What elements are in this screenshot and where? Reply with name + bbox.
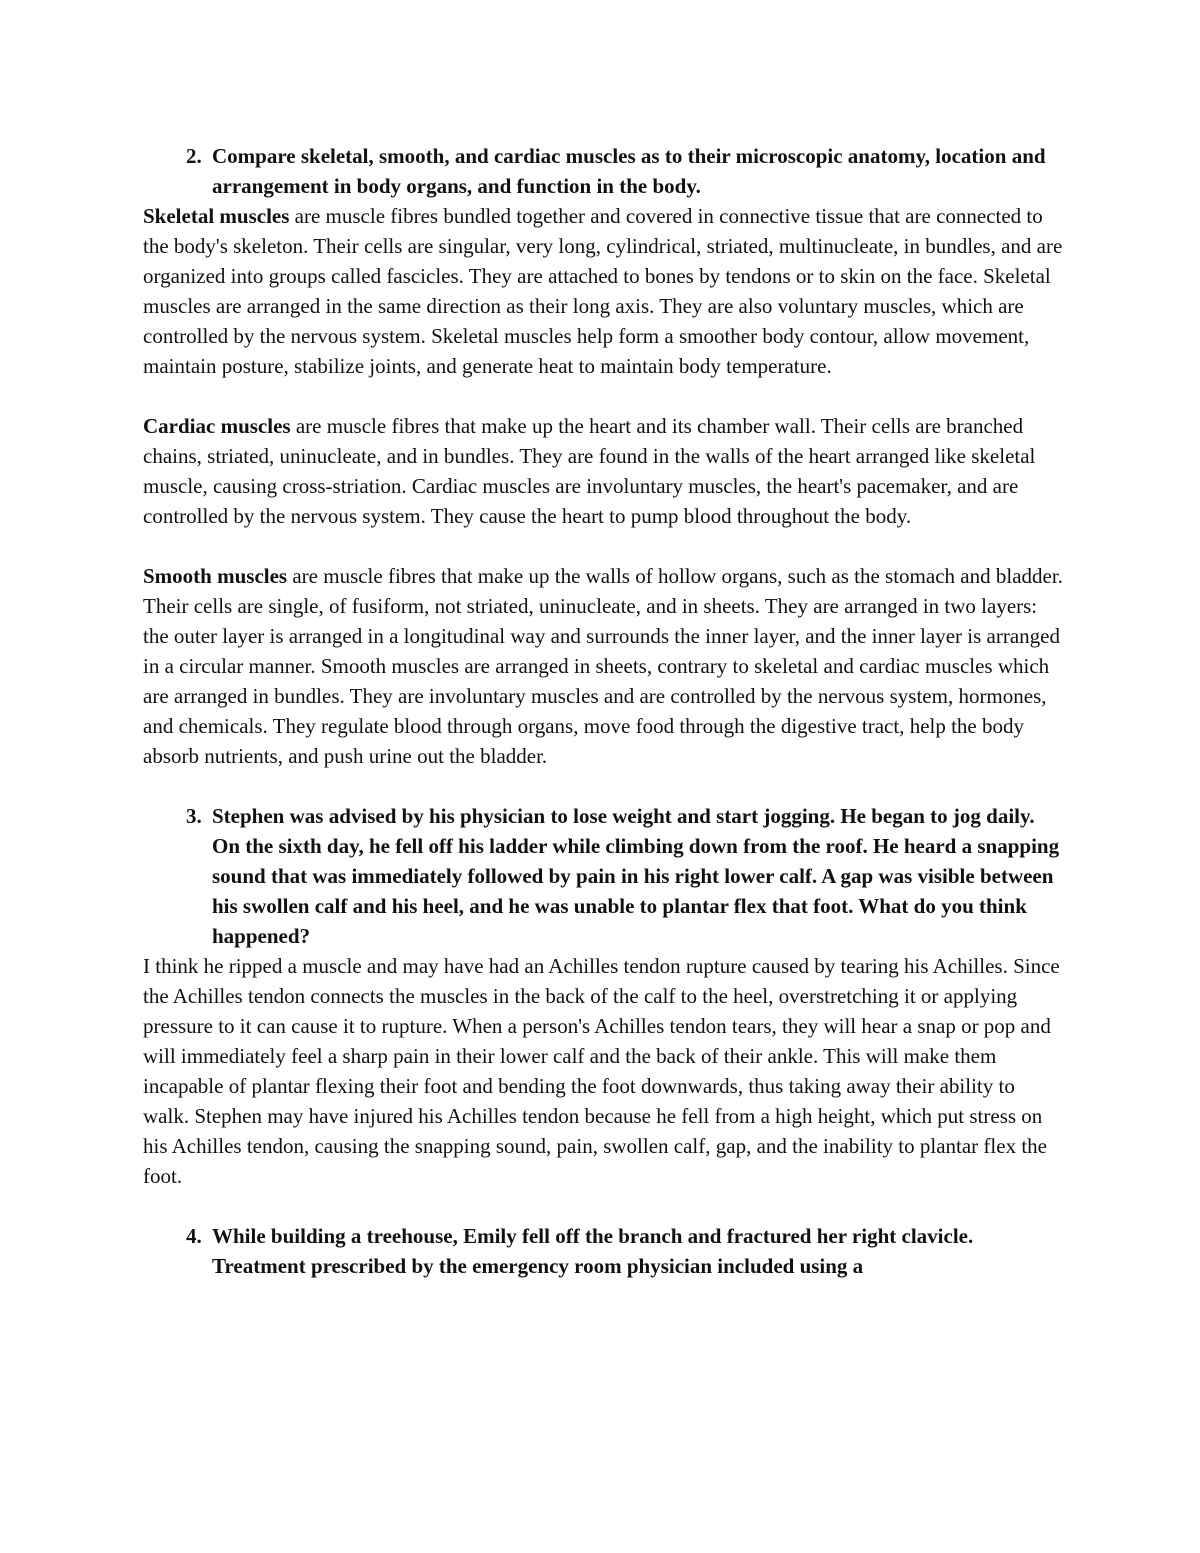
- paragraph-spacer: [143, 531, 1063, 561]
- smooth-paragraph: [143, 561, 1063, 771]
- paragraph-spacer: [143, 771, 1063, 801]
- skeletal-term: Skeletal muscles: [143, 204, 290, 228]
- skeletal-paragraph: [143, 201, 1063, 381]
- paragraph-spacer: [143, 1191, 1063, 1221]
- page-content: [143, 141, 1063, 1281]
- question-3: [143, 801, 1063, 951]
- cardiac-paragraph: [143, 411, 1063, 531]
- question-number: 3.: [186, 804, 202, 828]
- question-2: [143, 141, 1063, 201]
- question-number: 2.: [186, 144, 202, 168]
- paragraph-spacer: [143, 381, 1063, 411]
- question-4: [143, 1221, 1063, 1281]
- smooth-term: Smooth muscles: [143, 564, 288, 588]
- skeletal-text: are muscle fibres bundled together and covered in connective tissue that are connected to the body's skeleton. Their cells are singular, very long, cylindrical, striated, multinucleate, in bundles, and are organized into groups called fascicles. They are attached to bones by tendons or to skin on the face. Skeletal muscles are arranged in the same direction as their long axis. They are also voluntary muscles, which are controlled by the nervous system. Skeletal muscles help form a smoother body contour, allow movement, maintain posture, stabilize joints, and generate heat to maintain body temperature.: [143, 204, 1063, 378]
- smooth-text: are muscle fibres that make up the walls of hollow organs, such as the stomach and bladder. Their cells are single, of fusiform, not striated, uninucleate, and in sheets. They are arranged in two layers: the outer layer is arranged in a longitudinal way and surrounds the inner layer, and the inner layer is arranged in a circular manner. Smooth muscles are arranged in sheets, contrary to skeletal and cardiac muscles which are arranged in bundles. They are involuntary muscles and are controlled by the nervous system, hormones, and chemicals. They regulate blood through organs, move food through the digestive tract, help the body absorb nutrients, and push urine out the bladder.: [143, 564, 1063, 768]
- question-text: While building a treehouse, Emily fell off the branch and fractured her right clavicle. Treatment prescribed by the emergency room physician included using a: [212, 1224, 974, 1278]
- answer-3-paragraph: I think he ripped a muscle and may have had an Achilles tendon rupture caused by tearing his Achilles. Since the Achilles tendon connects the muscles in the back of the calf to the heel, overstretching it or applying pressure to it can cause it to rupture. When a person's Achilles tendon tears, they will hear a snap or pop and will immediately feel a sharp pain in their lower calf and the back of their ankle. This will make them incapable of plantar flexing their foot and bending the foot downwards, thus taking away their ability to walk. Stephen may have injured his Achilles tendon because he fell from a high height, which put stress on his Achilles tendon, causing the snapping sound, pain, swollen calf, gap, and the inability to plantar flex the foot.: [143, 954, 1060, 1188]
- cardiac-text: are muscle fibres that make up the heart and its chamber wall. Their cells are branched chains, striated, uninucleate, and in bundles. They are found in the walls of the heart arranged like skeletal muscle, causing cross-striation. Cardiac muscles are involuntary muscles, the heart's pacemaker, and are controlled by the nervous system. They cause the heart to pump blood throughout the body.: [143, 414, 1036, 528]
- cardiac-term: Cardiac muscles: [143, 414, 291, 438]
- question-text: Compare skeletal, smooth, and cardiac muscles as to their microscopic anatomy, location and arrangement in body organs, and function in the body.: [212, 144, 1046, 198]
- question-text: Stephen was advised by his physician to lose weight and start jogging. He began to jog daily. On the sixth day, he fell off his ladder while climbing down from the roof. He heard a snapping sound that was immediately followed by pain in his right lower calf. A gap was visible between his swollen calf and his heel, and he was unable to plantar flex that foot. What do you think happened?: [212, 804, 1060, 948]
- question-number: 4.: [186, 1224, 202, 1248]
